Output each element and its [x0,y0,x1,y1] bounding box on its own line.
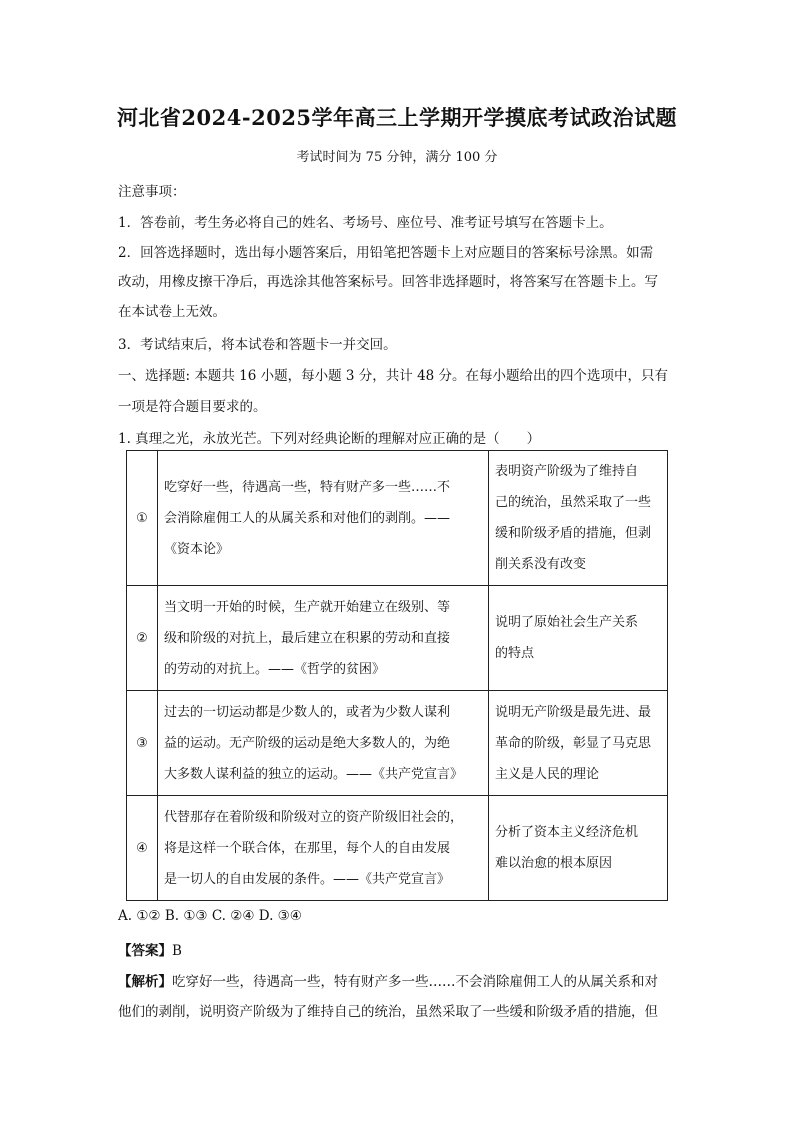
explanation-line: 革命的阶级，彰显了马克思 [495,735,652,751]
explanation-line: 己的统治，虽然采取了一些 [495,495,652,510]
quote-line: 的劳动的对抗上。——《哲学的贫困》 [164,661,386,677]
quote-cell [158,691,489,796]
explanation-cell [489,691,668,796]
row-number: ③ [127,691,158,796]
page-title: 河北省2024-2025学年高三上学期开学摸底考试政治试题 [116,105,678,130]
table-row [127,586,668,691]
explanation-cell [489,451,668,586]
quote-line: 当文明一开始的时候，生产就开始建立在级别、等 [164,599,451,615]
section-heading: 一、选择题: 本题共 16 小题，每小题 3 分，共计 48 分。在每小题给出的四个选项中，只有 [118,368,669,384]
exam-duration-note: 考试时间为 75 分钟，满分 100 分 [296,150,498,165]
quote-line: 会消除雇佣工人的从属关系和对他们的剥削。—— [164,510,451,526]
section-heading-cont: 一项是符合题目要求的。 [118,399,267,415]
explanation-line: 的特点 [495,646,535,661]
question-stem: 1. 真理之光，永放光芒。下列对经典论断的理解对应正确的是（ ） [118,431,541,447]
explanation-line: 表明资产阶级为了维持自 [495,464,639,479]
quote-line: 大多数人谋利益的独立的运动。——《共产党宣言》 [164,766,464,782]
explanation-cell [489,796,668,901]
explanation-line: 削关系没有改变 [495,557,587,572]
row-number: ② [127,586,158,691]
answer-line [118,939,678,959]
table-row [127,451,668,586]
quote-line: 益的运动。无产阶级的运动是绝大多数人的，为绝 [164,735,451,751]
explanation-line: 说明了原始社会生产关系 [495,615,639,630]
explanation-cell [489,586,668,691]
explanation-line: 主义是人民的理论 [495,766,600,782]
rule-line: 3．考试结束后，将本试卷和答题卡一并交回。 [118,337,397,353]
analysis-tag: 【解析】 [118,974,172,990]
rule-line: 2．回答选择题时，选出每小题答案后，用铅笔把答题卡上对应题目的答案标号涂黑。如需 [118,245,654,261]
analysis-line: 他们的剥削，说明资产阶级为了维持自己的统治，虽然采取了一些缓和阶级矛盾的措施，但 [118,1004,658,1020]
rule-line: 在本试卷上无效。 [118,304,226,320]
analysis-line [118,970,678,990]
row-number: ① [127,451,158,586]
answer-tag: 【答案】 [118,943,172,959]
explanation-line: 难以治愈的根本原因 [495,856,613,871]
row-number: ④ [127,796,158,901]
answer-options: A. ①② B. ①③ C. ②④ D. ③④ [118,908,302,924]
quote-line: 是一切人的自由发展的条件。——《共产党宣言》 [164,871,451,887]
quote-line: 吃穿好一些，待遇高一些，特有财产多一些……不 [164,479,451,495]
notes-heading: 注意事项： [118,184,186,200]
quote-cell [158,796,489,901]
quote-line: 代替那存在着阶级和阶级对立的资产阶级旧社会的， [164,809,464,825]
quote-line: 过去的一切运动都是少数人的，或者为少数人谋利 [164,704,451,720]
rule-line: 1．答卷前，考生务必将自己的姓名、考场号、座位号、准考证号填写在答题卡上。 [118,215,613,231]
explanation-line: 说明无产阶级是最先进、最 [495,704,652,720]
rule-line: 改动，用橡皮擦干净后，再选涂其他答案标号。回答非选择题时，将答案写在答题卡上。写 [118,274,658,290]
quote-cell [158,451,489,586]
analysis-text: 吃穿好一些，待遇高一些，特有财产多一些……不会消除雇佣工人的从属关系和对 [172,974,658,990]
quote-line: 级和阶级的对抗上，最后建立在积累的劳动和直接 [164,630,451,646]
table-row [127,796,668,901]
quote-line: 将是这样一个联合体，在那里，每个人的自由发展 [164,840,451,856]
explanation-line: 缓和阶级矛盾的措施，但剥 [495,526,652,541]
quote-line: 《资本论》 [164,541,230,557]
question-table [126,450,668,901]
explanation-line: 分析了资本主义经济危机 [495,825,639,840]
table-row [127,691,668,796]
quote-cell [158,586,489,691]
answer-value: B [172,943,182,959]
